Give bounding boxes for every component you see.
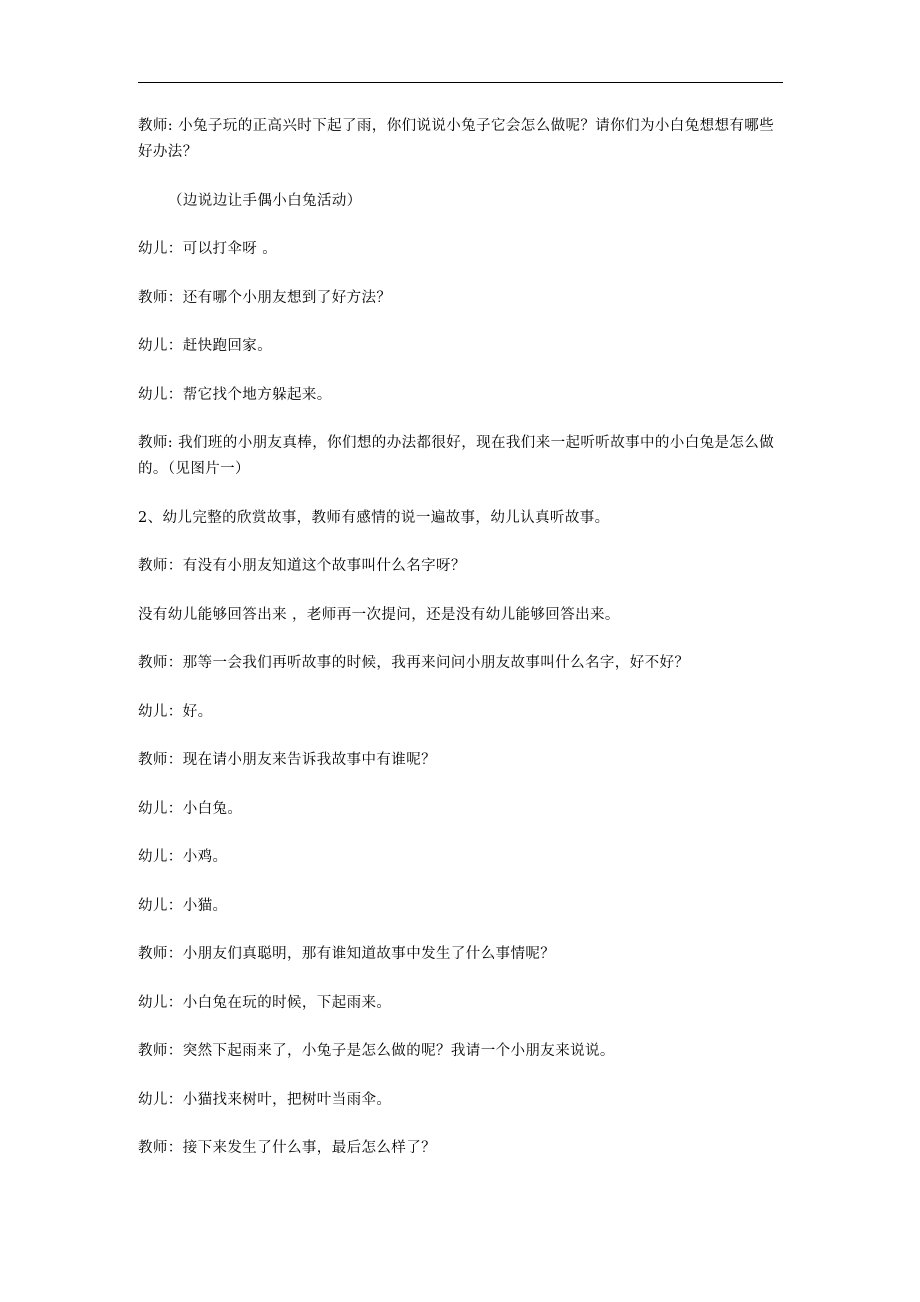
paragraph: 幼儿：可以打伞呀 。 [138,241,278,257]
paragraph: 幼儿：小鸡。 [138,849,228,865]
paragraph: 没有幼儿能够回答出来 ，老师再一次提问，还是没有幼儿能够回答出来。 [138,606,620,623]
paragraph: 教师：突然下起雨来了，小兔子是怎么做的呢？我请一个小朋友来说说。 [138,1043,615,1059]
paragraph: （边说边让手偶小白兔活动） [168,192,362,209]
document-body [138,113,788,1184]
paragraph: 幼儿：赶快跑回家。 [138,338,273,354]
paragraph: 2、幼儿完整的欣赏故事，教师有感情的说一遍故事，幼儿认真听故事。 [138,509,610,526]
paragraph: 幼儿：小白兔在玩的时候，下起雨来。 [138,994,392,1011]
paragraph: 教师：现在请小朋友来告诉我故事中有谁呢？ [138,752,436,768]
header-rule [138,82,783,83]
paragraph: 教师：还有哪个小朋友想到了好方法？ [138,289,392,306]
paragraph: 幼儿：小白兔。 [138,800,243,817]
paragraph: 幼儿：帮它找个地方躲起来。 [138,386,332,403]
paragraph: 教师: 小兔子玩的正高兴时下起了雨，你们说说小兔子它会怎么做呢？请你们为小白兔想想有哪些好办法？ [138,118,775,160]
paragraph: 教师：那等一会我们再听故事的时候，我再来问问小朋友故事叫什么名字，好不好？ [138,655,690,671]
paragraph: 教师：小朋友们真聪明，那有谁知道故事中发生了什么事情呢？ [138,946,556,962]
paragraph: 教师: 我们班的小朋友真棒，你们想的办法都很好，现在我们来一起听听故事中的小白兔是怎么做的。（见图片一） [138,435,775,477]
paragraph: 教师：有没有小朋友知道这个故事叫什么名字呀？ [138,558,466,574]
paragraph: 教师：接下来发生了什么事，最后怎么样了？ [138,1140,436,1156]
paragraph: 幼儿：小猫找来树叶，把树叶当雨伞。 [138,1091,392,1108]
paragraph: 幼儿：好。 [138,703,213,720]
paragraph: 幼儿：小猫。 [138,897,228,914]
